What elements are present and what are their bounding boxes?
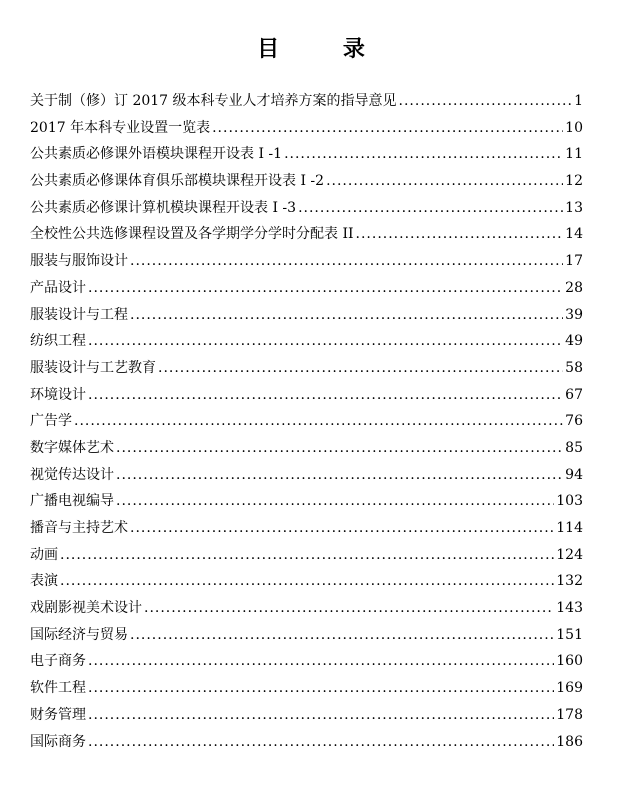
dot-leader (60, 547, 554, 563)
toc-entry-title: 公共素质必修课体育俱乐部模块课程开设表 I -2 (30, 173, 325, 190)
toc-entry-page: 1 (574, 93, 583, 109)
toc-entry[interactable] (30, 117, 583, 144)
toc-entry[interactable] (30, 277, 583, 304)
toc-entry-page: 39 (565, 306, 583, 323)
toc-entry-page: 132 (556, 573, 583, 590)
dot-leader (116, 467, 563, 483)
toc-entry-page: 49 (565, 333, 583, 350)
toc-entry[interactable] (30, 90, 583, 117)
toc-entry[interactable] (30, 143, 583, 170)
toc-entry[interactable] (30, 437, 583, 464)
toc-entry-title: 公共素质必修课外语模块课程开设表 I -1 (30, 146, 283, 163)
toc-entry[interactable] (30, 570, 583, 597)
toc-entry[interactable] (30, 410, 583, 437)
toc-entry-title: 软件工程 (30, 680, 86, 697)
dot-leader (88, 734, 554, 750)
toc-entry-page: 28 (565, 279, 583, 296)
toc-entry-title: 全校性公共选修课程设置及各学期学分学时分配表 II (30, 226, 354, 243)
toc-entry-title: 电子商务 (30, 653, 86, 670)
dot-leader (298, 200, 563, 216)
dot-leader (60, 573, 554, 589)
toc-entry-page: 14 (565, 226, 583, 243)
toc-entry[interactable] (30, 517, 583, 544)
toc-entry-title: 动画 (30, 546, 58, 563)
toc-entry[interactable] (30, 223, 583, 250)
toc-entry[interactable] (30, 464, 583, 491)
dot-leader (356, 226, 564, 242)
toc-entry[interactable] (30, 597, 583, 624)
toc-entry-page: 58 (565, 359, 583, 376)
toc-entry-page: 85 (565, 439, 583, 456)
toc-entry-page: 67 (565, 386, 583, 403)
toc-entry-page: 178 (556, 706, 583, 723)
toc-entry-title: 公共素质必修课计算机模块课程开设表 I -3 (30, 199, 297, 216)
toc-entry-page: 10 (565, 119, 583, 136)
dot-leader (212, 120, 563, 136)
dot-leader (88, 280, 563, 296)
toc-entry-page: 11 (565, 146, 583, 163)
toc-entry[interactable] (30, 544, 583, 571)
toc-entry-page: 17 (565, 253, 583, 270)
toc-entry-page: 186 (556, 733, 583, 750)
toc-entry-title: 环境设计 (30, 386, 86, 403)
toc-entry[interactable] (30, 384, 583, 411)
toc-entry-title: 2017 年本科专业设置一览表 (30, 119, 211, 136)
page-title: 目 录 (257, 37, 393, 62)
toc-entry[interactable] (30, 704, 583, 731)
dot-leader (284, 146, 563, 162)
toc-entry-title: 数字媒体艺术 (30, 439, 114, 456)
toc-entry[interactable] (30, 357, 583, 384)
dot-leader (88, 707, 554, 723)
toc-entry[interactable] (30, 330, 583, 357)
dot-leader (116, 493, 554, 509)
toc-entry-title: 视觉传达设计 (30, 466, 114, 483)
toc-entry-title: 广告学 (30, 413, 72, 430)
toc-entry-title: 国际经济与贸易 (30, 626, 128, 643)
toc-entry-title: 国际商务 (30, 733, 86, 750)
dot-leader (158, 360, 563, 376)
toc-entry-title: 表演 (30, 573, 58, 590)
toc-entry-title: 关于制（修）订 2017 级本科专业人才培养方案的指导意见 (30, 93, 397, 109)
dot-leader (74, 413, 563, 429)
toc-entry-title: 播音与主持艺术 (30, 520, 128, 536)
toc-entry[interactable] (30, 170, 583, 197)
toc-entry-title: 服装设计与工程 (30, 306, 128, 323)
toc-entry-title: 服装设计与工艺教育 (30, 359, 156, 376)
toc-entry-title: 财务管理 (30, 706, 86, 723)
dot-leader (88, 680, 554, 696)
dot-leader (116, 440, 563, 456)
toc-entry[interactable] (30, 490, 583, 517)
dot-leader (88, 653, 554, 669)
toc-entry-title: 服装与服饰设计 (30, 253, 128, 270)
toc-entry[interactable] (30, 677, 583, 704)
toc-entry[interactable] (30, 197, 583, 224)
table-of-contents (30, 90, 583, 757)
dot-leader (326, 173, 563, 189)
toc-entry-page: 13 (565, 199, 583, 216)
dot-leader (144, 600, 554, 616)
dot-leader (130, 307, 563, 323)
toc-entry-page: 12 (565, 173, 583, 190)
toc-entry-page: 151 (556, 626, 583, 643)
toc-entry[interactable] (30, 731, 583, 758)
toc-entry[interactable] (30, 250, 583, 277)
toc-entry-title: 产品设计 (30, 279, 86, 296)
dot-leader (130, 520, 554, 536)
toc-entry-page: 160 (556, 653, 583, 670)
toc-entry[interactable] (30, 304, 583, 331)
toc-entry[interactable] (30, 650, 583, 677)
toc-entry-page: 103 (556, 493, 583, 510)
toc-entry-page: 94 (565, 466, 583, 483)
dot-leader (88, 387, 563, 403)
toc-entry[interactable] (30, 624, 583, 651)
toc-entry-page: 169 (556, 680, 583, 697)
dot-leader (130, 627, 554, 643)
toc-entry-title: 纺织工程 (30, 333, 86, 350)
dot-leader (399, 93, 573, 109)
dot-leader (88, 333, 563, 349)
toc-entry-title: 戏剧影视美术设计 (30, 600, 142, 617)
toc-entry-page: 124 (556, 546, 583, 563)
toc-entry-page: 143 (556, 600, 583, 617)
toc-entry-title: 广播电视编导 (30, 493, 114, 510)
toc-entry-page: 76 (565, 413, 583, 430)
dot-leader (130, 253, 563, 269)
toc-entry-page: 114 (556, 520, 583, 536)
